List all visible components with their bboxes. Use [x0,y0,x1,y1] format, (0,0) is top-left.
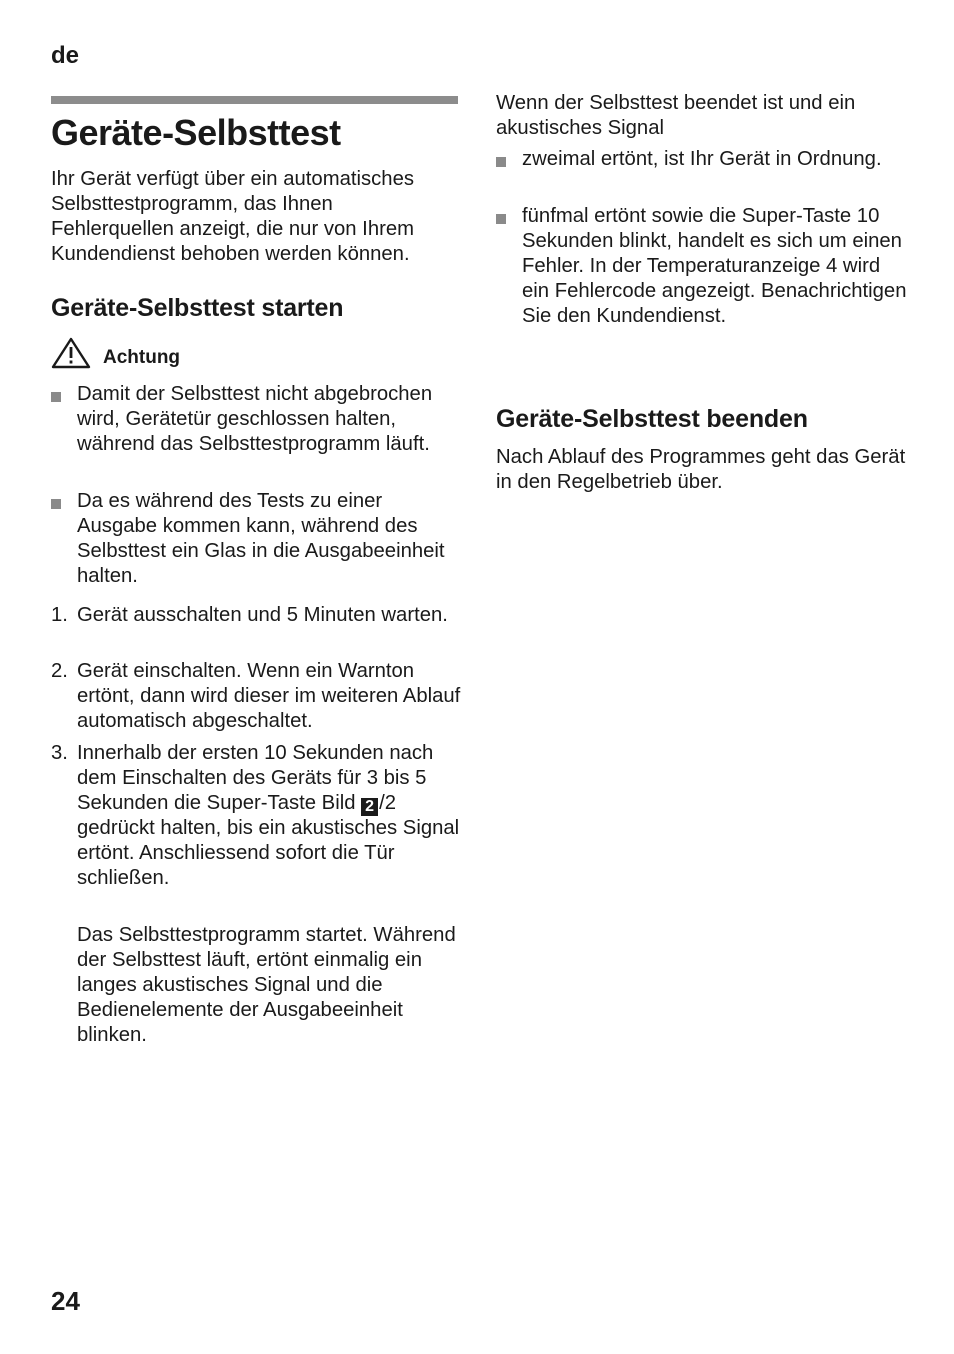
result-item-text: zweimal ertönt, ist Ihr Gerät in Ordnung. [522,148,882,170]
intro-paragraph: Ihr Gerät verfügt über ein automatisches Selbsttestprogramm, das Ihnen Fehlerquellen anzeigt, die nur von Ihrem Kundendienst behoben werden können. [51,168,415,265]
warning-triangle-icon [51,337,91,374]
step-text-part: /2 gedrückt halten, bis ein akustisches Signal ertönt. Anschliessend sofort die Tür schließen. [77,792,460,889]
result-paragraph: Das Selbsttestprogramm startet. Während der Selbsttest läuft, ertönt einmalig ein langes akustisches Signal und die Bedienelemente der Ausgabeeinheit blinken. [77,924,456,1046]
step-text-part: Innerhalb der ersten 10 Sekunden nach dem Einschalten des Geräts für 3 bis 5 Sekunden die Super-Taste Bild [77,742,434,814]
title-rule [51,96,458,104]
step-text: Gerät ausschalten und 5 Minuten warten. [77,604,448,626]
square-bullet-icon [51,499,61,509]
caution-label: Achtung [103,347,181,368]
step-text: Gerät einschalten. Wenn ein Warnton ertönt, dann wird dieser im weiteren Ablauf automatisch abgeschaltet. [77,660,461,732]
square-bullet-icon [51,392,61,402]
square-bullet-icon [496,214,506,224]
right-lead-paragraph: Wenn der Selbsttest beendet ist und ein akustisches Signal [496,92,856,139]
caution-item-text: Damit der Selbsttest nicht abgebrochen wird, Gerätetür geschlossen halten, während das Selbsttestprogramm läuft. [77,383,433,455]
figure-key-badge: 2 [361,798,378,816]
language-tag: de [51,42,80,69]
step-text [77,741,461,891]
step-number: 2. [51,660,68,682]
page-number: 24 [51,1286,80,1316]
end-paragraph: Nach Ablauf des Programmes geht das Gerät in den Regelbetrieb über. [496,446,906,493]
step-number: 3. [51,742,68,764]
result-item-text: fünfmal ertönt sowie die Super-Taste 10 Sekunden blinkt, handelt es sich um einen Fehler. In der Temperaturanzeige 4 wird ein Fehlercode angezeigt. Benachrichtigen Sie den Kundendienst. [522,205,907,327]
start-heading: Geräte-Selbsttest starten [51,294,344,322]
square-bullet-icon [496,157,506,167]
page-title: Geräte-Selbsttest [51,112,341,153]
step-number: 1. [51,604,68,626]
caution-item-text: Da es während des Tests zu einer Ausgabe kommen kann, während des Selbsttest ein Glas in die Ausgabeeinheit halten. [77,490,445,587]
end-heading: Geräte-Selbsttest beenden [496,405,808,433]
